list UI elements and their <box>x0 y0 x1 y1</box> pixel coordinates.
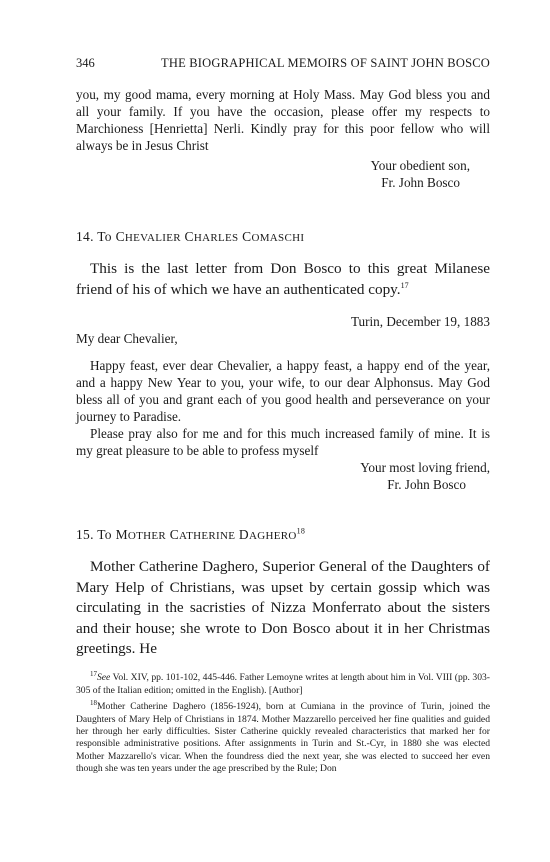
footnote-ref-17: 17 <box>400 280 409 290</box>
footnote-18: $^{18}$Mother Catherine Daghero (1856-1924), born at Cumiana in the province of Turin, joined the Daughters of Mary Help of Christians in 1874. Mother Mazzarello perceived her fine qualities and guided her through her early difficulties. Sister Catherine quickly revealed characteristics that marked her for responsible administrative positions. After assignments in Turin and St.-Cyr, in 1880 she was elected Mother Mazzarello's vicar. When the foundress died the next year, she was elected to succeed her even though she was ten years under the age prescribed by the Rule; Don <box>76 699 490 775</box>
section-15-paragraph: Mother Catherine Daghero, Superior General of the Daughters of Mary Help of Christians, was upset by certain gossip which was circulating in the sacristies of Nizza Monferrato about the sisters and their house; she wrote to Don Bosco about it in her Christmas greetings. He <box>76 558 490 657</box>
letter-14-paragraph-1: Happy feast, ever dear Chevalier, a happy feast, a happy end of the year, and a happy New Year to you, your wife, to our dear Alphonsus. May God bless all of you and grant each of you good health and perseverance on your journey to Paradise. <box>76 358 490 424</box>
letter-13-closing: Your obedient son, <box>370 158 470 173</box>
letter-14-paragraph-2: Please pray also for me and for this much increased family of mine. It is my great pleasure to be able to profess myself <box>76 426 490 458</box>
letter-14-closing: Your most loving friend, <box>360 460 490 475</box>
letter-13-signoff <box>76 157 490 191</box>
footnotes <box>76 668 490 776</box>
letter-13-text: you, my good mama, every morning at Holy Mass. May God bless you and all your family. If you have the occasion, please offer my respects to Marchioness [Henrietta] Nerli. Kindly pray for this poor fellow who will always be in Jesus Christ <box>76 87 490 153</box>
section-14-salutation: My dear Chevalier, <box>76 331 178 346</box>
footnote-ref-18: 18 <box>296 526 306 536</box>
letter-14-signature: Fr. John Bosco <box>387 477 466 492</box>
running-title: THE BIOGRAPHICAL MEMOIRS OF SAINT JOHN BOSCO <box>161 56 490 70</box>
section-14-letter-body <box>76 357 490 459</box>
footnote-17: $^{17}$See Vol. XIV, pp. 101-102, 445-446. Father Lemoyne writes at length about him in Vol. VIII (pp. 303-305 of the Italian edition; omitted in the English). [Author] <box>76 670 490 696</box>
page-number: 346 <box>76 56 95 70</box>
section-14-intro <box>76 259 490 300</box>
letter-13-ending <box>76 86 490 154</box>
section-15-heading: 15. To MOTHER CATHERINE DAGHERO$^{18}$ <box>76 526 306 542</box>
section-14-intro-paragraph: This is the last letter from Don Bosco to this great Milanese friend of his of which we have an authenticated copy.$^{17}$ <box>76 260 490 298</box>
letter-14-signoff <box>76 459 490 493</box>
section-15-body <box>76 557 490 660</box>
letter-13-signature: Fr. John Bosco <box>381 175 460 190</box>
section-14-dateline <box>76 313 490 330</box>
section-14-heading: 14. To CHEVALIER CHARLES COMASCHI <box>76 229 305 244</box>
place-date: Turin, December 19, 1883 <box>350 314 490 329</box>
